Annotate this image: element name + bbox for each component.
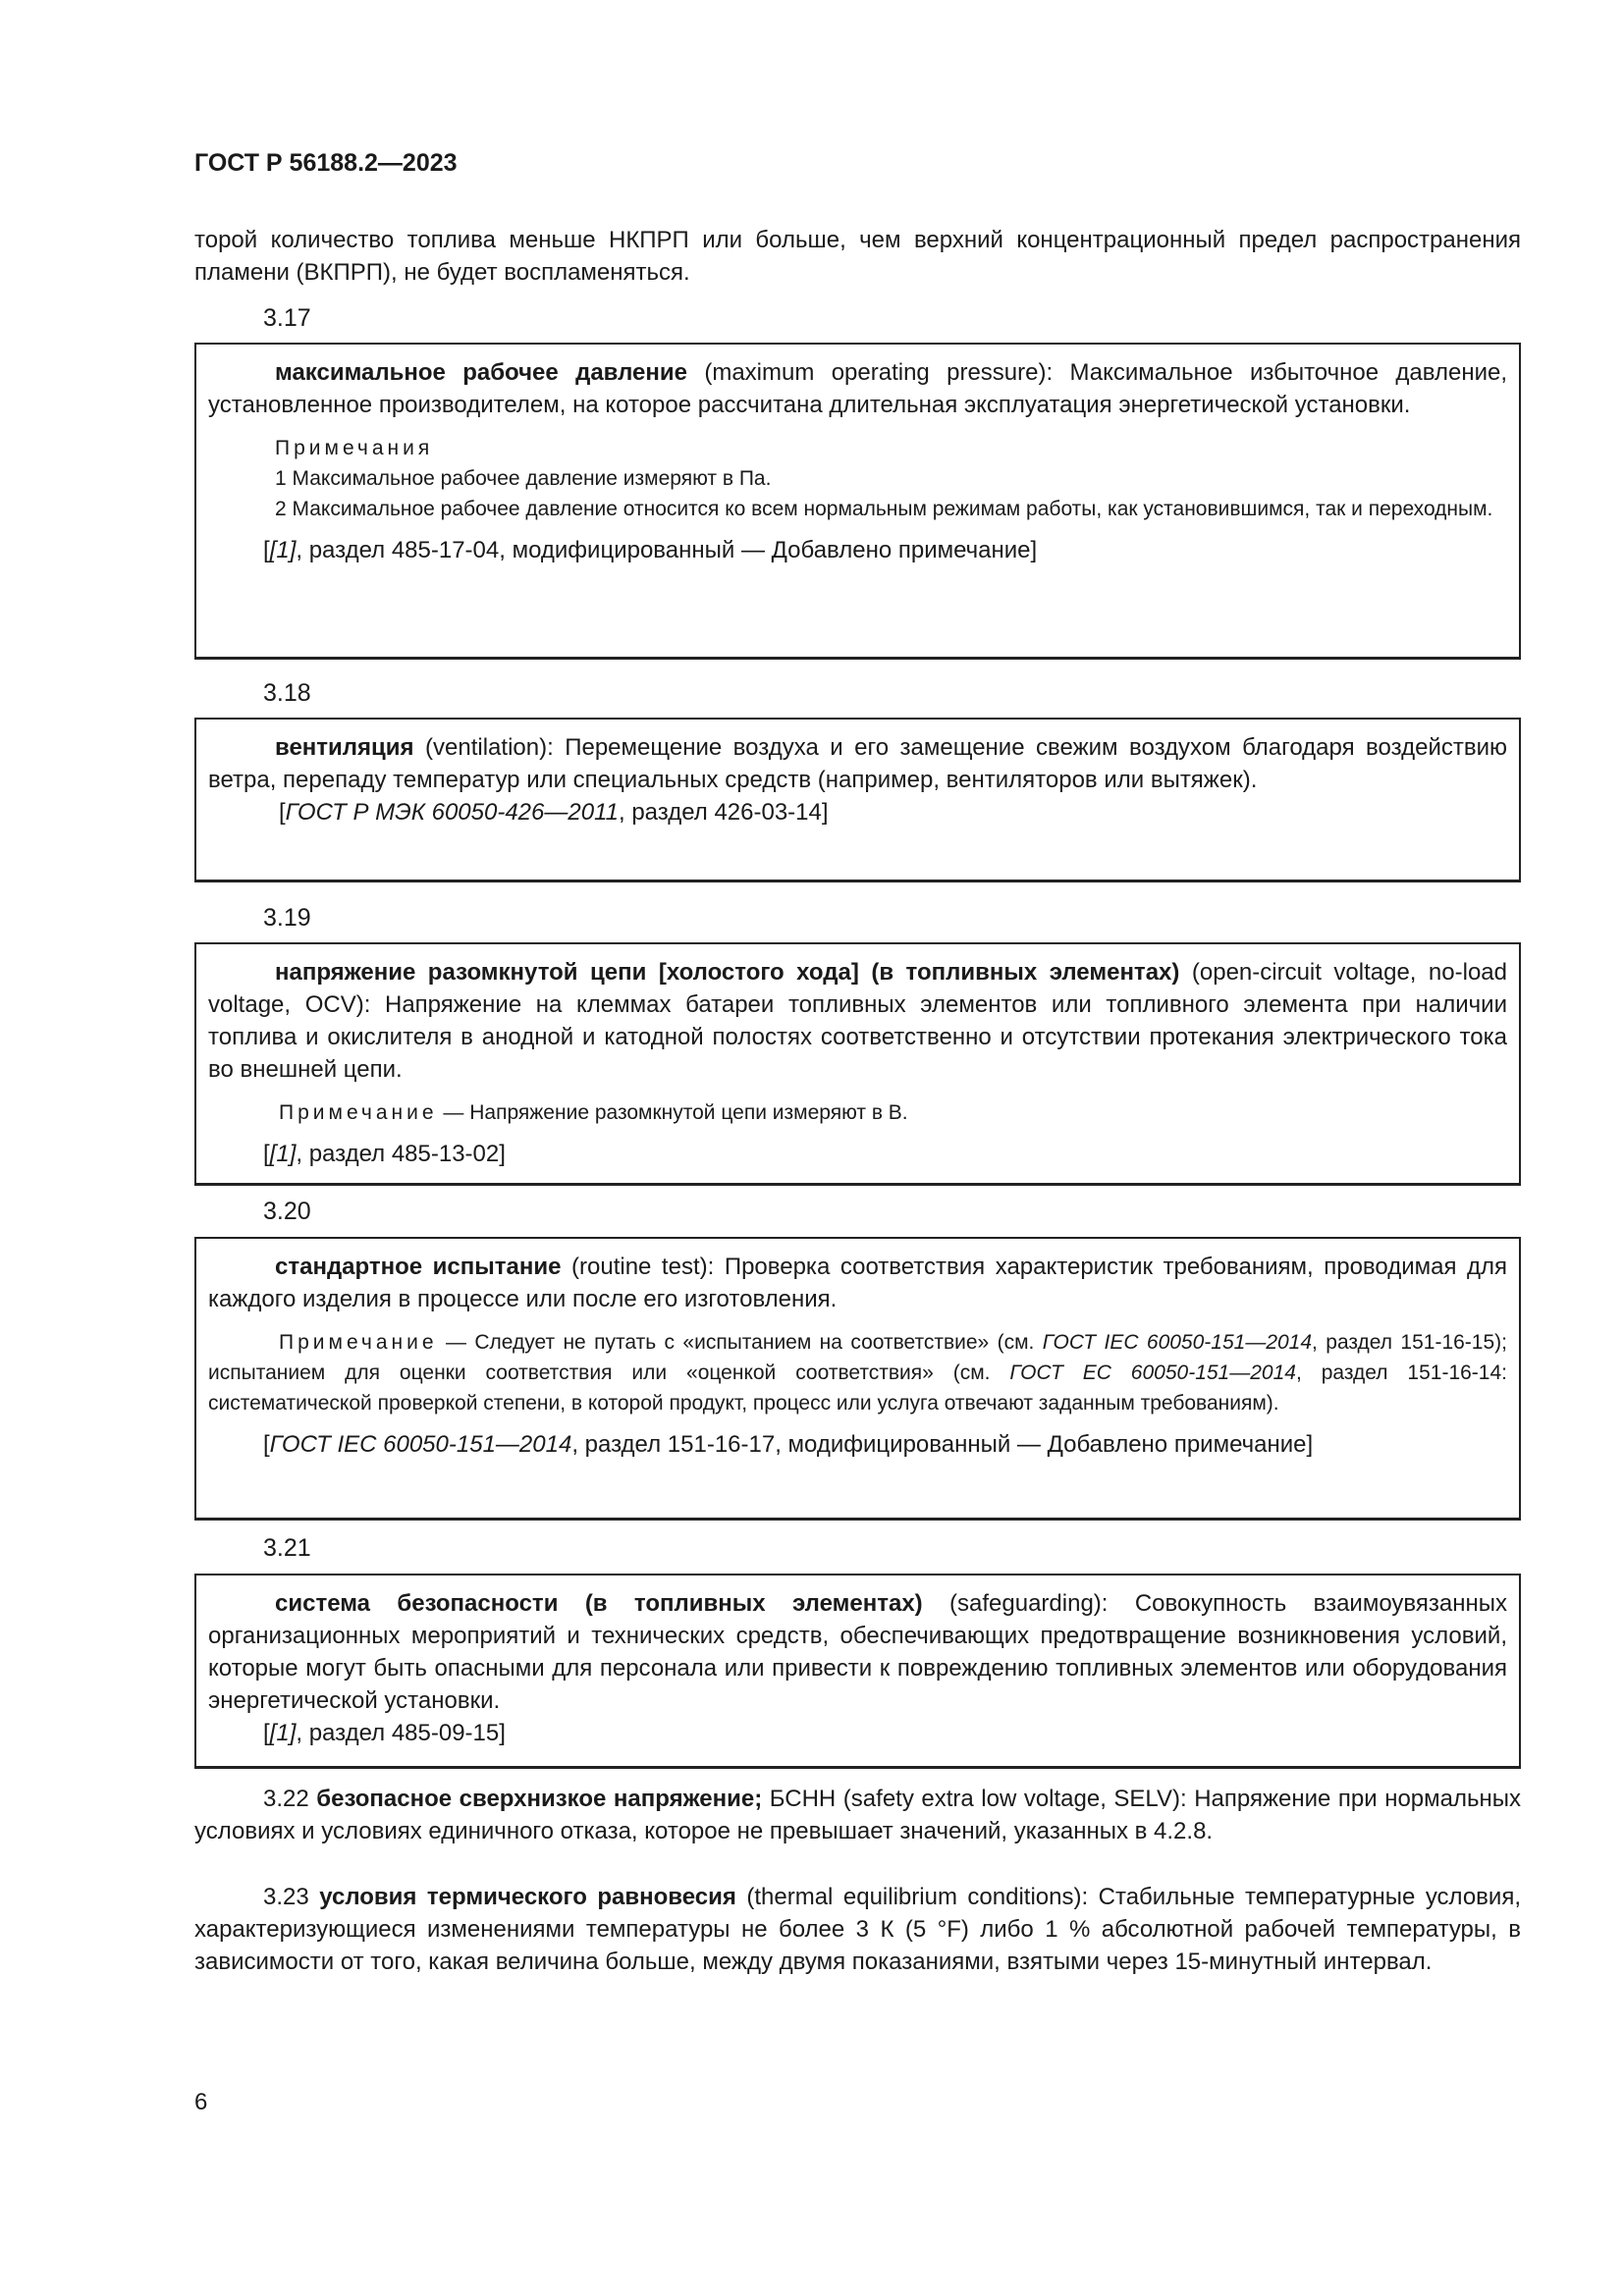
source-text: , раздел 426-03-14] [618, 799, 829, 826]
source-text: , раздел 485-09-15] [296, 1720, 506, 1746]
term-name: стандартное испытание [275, 1254, 562, 1280]
term-name: условия термического равновесия [319, 1884, 736, 1910]
term-name: максимальное рабочее давление [275, 359, 687, 386]
term-number: 3.23 [263, 1884, 309, 1910]
term-number: 3.22 [263, 1786, 309, 1812]
bracket: [ [263, 1431, 270, 1458]
note-text: , раздел 151-16-14: систематической проверкой степени, в которой продукт, процесс или услуга отвечают заданным требованиям). [208, 1362, 1507, 1415]
term-definition [208, 1251, 1507, 1315]
note-ref: ГОСТ IEC 60050-151—2014 [1042, 1331, 1313, 1354]
term-text: (thermal equilibrium conditions): Стабильные температурные условия, характеризующиеся изменениями температуры не более 3 К (5 °F) либо 1 % абсолютной рабочей температуры, в зависимости от того, какая величина больше, между двумя показаниями, взятыми через 15-минутный интервал. [194, 1884, 1522, 1975]
source-ref: ГОСТ IEC 60050-151—2014 [269, 1431, 572, 1458]
term-definition [208, 731, 1507, 796]
source-text: , раздел 485-17-04, модифицированный — Добавлено примечание] [296, 537, 1038, 563]
term-source [208, 796, 1507, 828]
term-name: безопасное сверхнизкое напряжение; [316, 1786, 763, 1812]
note-1: 1 Максимальное рабочее давление измеряют в Па. [275, 467, 772, 490]
source-text: , раздел 151-16-17, модифицированный — Добавлено примечание] [571, 1431, 1314, 1458]
term-english: (open-circuit voltage, no-load voltage, OCV) [208, 959, 1507, 1018]
notes-title: Примечания [275, 437, 434, 459]
term-text: : Проверка соответствия характеристик требованиям, проводимая для каждого изделия в процессе или после его изготовления. [208, 1254, 1508, 1312]
note-ref: ГОСТ EC 60050-151—2014 [1009, 1362, 1296, 1384]
term-text: : Совокупность взаимоувязанных организационных мероприятий и технических средств, обеспечивающих предотвращение возникновения условий, которые могут быть опасными для персонала или привести к повреждению топливных элементов или оборудования энергетической установки. [208, 1590, 1507, 1714]
source-ref: [1] [269, 537, 297, 563]
term-english: (maximum operating pressure) [704, 359, 1047, 386]
bracket: [ [263, 1720, 270, 1746]
term-text: : Максимальное избыточное давление, установленное производителем, на которое рассчитана длительная эксплуатация энергетической установки. [208, 359, 1507, 418]
note-label: Примечание [279, 1331, 438, 1354]
source-text: , раздел 485-13-02] [296, 1141, 506, 1167]
term-source [208, 1138, 1507, 1170]
term-source [208, 1717, 1507, 1749]
term-name: напряжение разомкнутой цепи [холостого хода] (в топливных элементах) [275, 959, 1180, 986]
term-box-3-20 [194, 1237, 1521, 1521]
note-label: Примечание [279, 1101, 438, 1124]
bracket: [ [263, 1141, 270, 1167]
term-number: 3.17 [263, 304, 311, 332]
term-number: 3.20 [263, 1198, 311, 1225]
term-number: 3.19 [263, 904, 311, 932]
note-text: — Напряжение разомкнутой цепи измеряют в В. [437, 1101, 908, 1124]
bracket: [ [279, 799, 286, 826]
term-definition [208, 956, 1507, 1086]
term-box-3-18 [194, 718, 1521, 882]
term-english: (ventilation) [425, 734, 548, 761]
note-text: — Следует не путать с «испытанием на соответствие» (см. [437, 1331, 1043, 1354]
note [208, 1327, 1507, 1418]
term-number: 3.21 [263, 1534, 311, 1562]
source-ref: [1] [269, 1141, 297, 1167]
term-box-3-19 [194, 942, 1521, 1186]
intro-paragraph: торой количество топлива меньше НКПРП или больше, чем верхний концентрационный предел распространения пламени (ВКПРП), не будет воспламеняться. [194, 227, 1521, 286]
term-number: 3.18 [263, 679, 311, 707]
source-ref: ГОСТ Р МЭК 60050-426—2011 [285, 799, 619, 826]
term-source [208, 534, 1507, 566]
note-text: , раздел 151-16-15); испытанием для оценки соответствия или «оценкой соответствия» (см. [208, 1331, 1507, 1384]
document-header: ГОСТ Р 56188.2—2023 [194, 149, 458, 177]
page-number: 6 [194, 2089, 208, 2115]
source-ref: [1] [269, 1720, 297, 1746]
term-name: система безопасности (в топливных элементах) [275, 1590, 923, 1617]
term-box-3-21 [194, 1574, 1521, 1769]
term-text: : Напряжение на клеммах батареи топливных элементов или топливного элемента при наличии топлива и окислителя в анодной и катодной полостях соответственно и отсутствии протекания электрического тока во внешней цепи. [208, 991, 1507, 1083]
term-text: : Перемещение воздуха и его замещение свежим воздухом благодаря воздействию ветра, перепаду температур или специальных средств (например, вентиляторов или вытяжек). [208, 734, 1507, 793]
note [208, 1097, 1507, 1128]
term-source [208, 1428, 1507, 1461]
term-english: (safeguarding) [949, 1590, 1102, 1617]
term-3-23 [194, 1881, 1521, 1978]
term-3-22 [194, 1783, 1521, 1847]
bracket: [ [263, 537, 270, 563]
term-english: (routine test) [571, 1254, 708, 1280]
term-definition [208, 356, 1507, 421]
term-name: вентиляция [275, 734, 414, 761]
term-text: БСНН (safety extra low voltage, SELV): Напряжение при нормальных условиях и условиях единичного отказа, которое не превышает значений, указанных в 4.2.8. [194, 1786, 1522, 1844]
term-definition [208, 1587, 1507, 1717]
note-2: 2 Максимальное рабочее давление относится ко всем нормальным режимам работы, как установившимся, так и переходным. [275, 498, 1493, 520]
term-box-3-17 [194, 343, 1521, 660]
